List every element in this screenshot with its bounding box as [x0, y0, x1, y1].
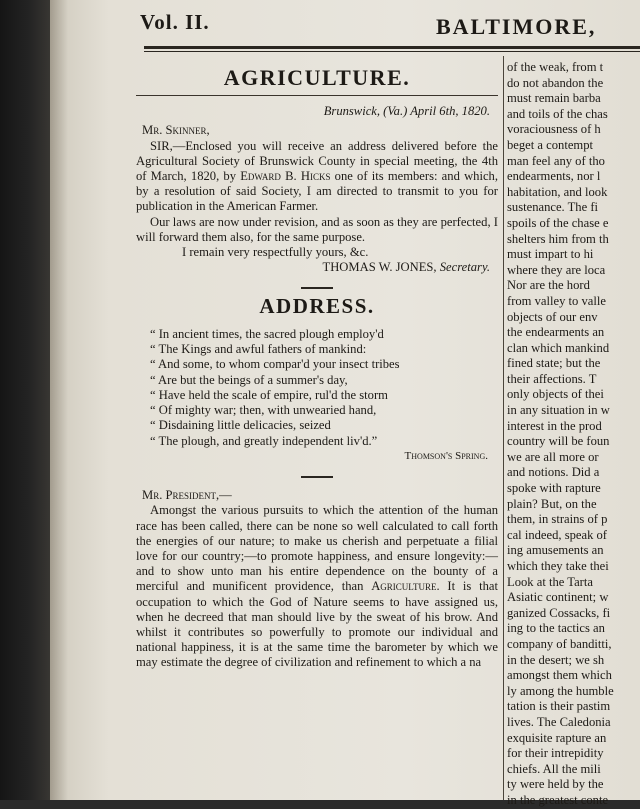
column-line: in any situation in w	[507, 403, 610, 418]
column-line: ing amusements an	[507, 543, 604, 558]
column-line: sustenance. The fi	[507, 200, 599, 215]
column-line: and notions. Did a	[507, 465, 600, 480]
poem-line: “ And some, to whom compar'd your insect tribes	[150, 357, 400, 372]
address-title: ADDRESS.	[259, 294, 375, 319]
column-line: plain? But, on the	[507, 496, 597, 511]
agriculture-word: Agriculture.	[371, 579, 440, 594]
column-line: for their intrepidity	[507, 746, 604, 761]
signature-name: THOMAS W. JONES,	[322, 260, 437, 275]
column-line: where they are loca	[507, 262, 606, 277]
column-line: man feel any of tho	[507, 153, 605, 168]
section-title: AGRICULTURE.	[223, 65, 411, 90]
column-line: clan which mankind	[507, 340, 610, 355]
column-line: spoke with rapture	[507, 481, 601, 496]
adjacent-column	[507, 60, 640, 809]
epigraph-poem	[150, 327, 498, 449]
column-line: must impart to hi	[507, 247, 594, 262]
poem-credit: Thomson's Spring.	[404, 450, 488, 463]
letter-closing: I remain very respectfully yours, &c.	[182, 245, 369, 260]
column-line: which they take thei	[507, 559, 609, 573]
letter-paragraph-2: Our laws are now under revision, and as soon as they are perfected, I will forward them also, for the same purpose.	[136, 214, 498, 244]
signature-title: Secretary.	[439, 260, 490, 275]
column-line: them, in strains of p	[507, 512, 608, 527]
column-line: the endearments an	[507, 325, 605, 340]
poem-line: “ Are but the beings of a summer's day,	[150, 372, 348, 387]
column-divider	[503, 56, 504, 800]
poem-line: “ Have held the scale of empire, rul'd the storm	[150, 387, 388, 402]
page-shadow	[50, 0, 68, 800]
poem-line: “ The plough, and greatly independent liv'd.”	[150, 433, 378, 448]
address-text: Amongst the various pursuits to which the attention of the human race has been called, there can be none so well calculated to call forth the energies of our nature; to make us cherish and perpetuate a filial love for our country;—to promote happiness, and ensure longevity:—and to show unto man his entire dependence on the bounty of a merciful and munificent providence, than	[136, 503, 498, 594]
column-line: lives. The Caledonia	[507, 714, 611, 729]
column-line: exquisite rapture an	[507, 730, 607, 745]
address-body	[136, 503, 498, 670]
column-line: habitation, and look	[507, 184, 608, 199]
column-line: amongst them which	[507, 668, 612, 683]
letter-dateline: Brunswick, (Va.) April 6th, 1820.	[323, 104, 490, 119]
column-line: cal indeed, speak of	[507, 527, 608, 542]
column-line: spoils of the chase e	[507, 215, 609, 230]
column-line: fined state; but the	[507, 356, 601, 371]
column-line: their affections. T	[507, 371, 597, 386]
masthead-volume: Vol. II.	[140, 10, 210, 34]
column-line: only objects of thei	[507, 387, 604, 402]
column-line: ly among the humble	[507, 683, 614, 698]
column-line: must remain barba	[507, 91, 601, 106]
column-line: ing to the tactics an	[507, 621, 605, 636]
address-salutation: Mr. President,—	[142, 488, 232, 503]
column-line: ganized Cossacks, fi	[507, 605, 611, 620]
poem-line: “ The Kings and awful fathers of mankind:	[150, 341, 367, 356]
masthead-rule-thin	[144, 51, 640, 52]
column-line: we are all more or	[507, 449, 599, 464]
column-line: in the desert; we sh	[507, 652, 605, 667]
column-line: company of banditti,	[507, 636, 612, 651]
column-line: in the greatest conte	[507, 792, 609, 807]
column-line: Asiatic continent; w	[507, 590, 609, 605]
masthead-rule	[144, 46, 640, 49]
letter-text: SIR,—Enclosed you will receive an address delivered before the Agricultural Society of Brunswick County in special meeting, the 4th of March, 1820, by	[136, 138, 498, 184]
column-line: objects of our env	[507, 309, 598, 324]
masthead-city: BALTIMORE,	[436, 14, 597, 39]
column-line: and toils of the chas	[507, 106, 608, 121]
poem-line: “ In ancient times, the sacred plough employ'd	[150, 326, 384, 341]
poem-line: “ Disdaining little delicacies, seized	[150, 418, 331, 433]
column-line: endearments, nor l	[507, 169, 601, 184]
column-line: shelters him from th	[507, 231, 609, 246]
address-text: It is that occupation to which the God of Nature seems to have assigned us, when he decreed that man should live by the sweat of his brow. And whilst it contributes so powerfully to promote our individual and national happiness, it is at the same time the barometer by which we may estimate the degree of civilization and refinement to which a na	[136, 579, 498, 670]
column-line: tation is their pastim	[507, 699, 611, 714]
column-line: voraciousness of h	[507, 122, 601, 137]
book-binding-edge	[0, 0, 52, 800]
section-rule	[136, 95, 498, 96]
letter-paragraph-1	[136, 139, 498, 215]
column-line: beget a contempt	[507, 137, 594, 152]
column-line: of the weak, from t	[507, 60, 604, 74]
author-name: Edward B. Hicks	[240, 169, 331, 184]
letter-text: one of its members: and which, by a resolution of said Society, I am directed to transmit to you for publication in the American Farmer.	[136, 169, 498, 214]
column-line: ty were held by the	[507, 777, 604, 792]
poem-line: “ Of mighty war; then, with unwearied hand,	[150, 403, 377, 418]
column-line: country will be foun	[507, 434, 610, 449]
separator-rule	[301, 476, 333, 478]
column-line: from valley to valle	[507, 293, 606, 308]
letter-signature	[136, 260, 490, 275]
column-line: Nor are the hord	[507, 278, 590, 293]
separator-rule	[301, 287, 333, 289]
column-line: Look at the Tarta	[507, 574, 593, 589]
column-line: interest in the prod	[507, 418, 602, 433]
column-line: chiefs. All the mili	[507, 761, 601, 776]
column-line: do not abandon the	[507, 75, 604, 90]
main-column	[136, 62, 498, 671]
letter-salutation: Mr. Skinner,	[142, 123, 210, 138]
